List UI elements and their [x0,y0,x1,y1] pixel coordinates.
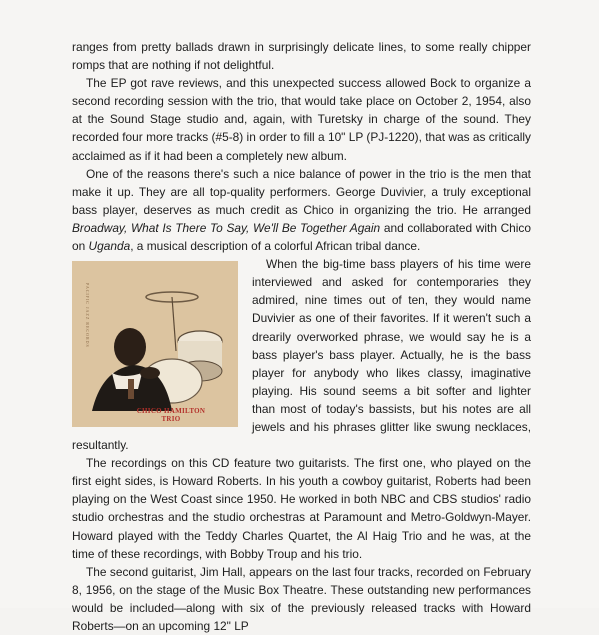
song-title: Uganda [88,239,131,254]
paragraph [72,165,531,255]
album-label-vertical: PACIFIC JAZZ RECORDS [85,283,91,348]
paragraph: The EP got rave reviews, and this unexpected success allowed Bock to organize a second recording session with the trio, that would take place on October 2, 1954, also at the Sound Stage studio and, again, with Turetsky in charge of the sound. They recorded four more tracks (#5-8) in order to fill a 10" LP (PJ-1220), that was as critically acclaimed as if it had been a completely new album. [72,76,531,163]
album-cover-image [72,261,238,427]
album-caption-line: TRIO [161,415,181,424]
album-caption [112,407,230,423]
album-caption-line: CHICO HAMILTON [136,407,206,416]
paragraph-text: and collaborated with Chico on [72,220,531,254]
album-cover-photo [72,261,238,427]
body-text [72,38,531,635]
paragraph: The recordings on this CD feature two guitarists. The first one, who played on the first eight sides, is Howard Roberts. In his youth a cowboy guitarist, Roberts had been playing on the West Coast since 1950. He worked in both NBC and CBS studios' radio studio orchestras and the studio orchestras at Paramount and Metro-Goldwyn-Mayer. Howard played with the Teddy Charles Quartet, the Al Haig Trio and he was, at the time of these recordings, with Bobby Troup and his trio. [72,456,531,561]
song-titles: Broadway, What Is There To Say, We'll Be Together Again [72,220,381,235]
paragraph: The second guitarist, Jim Hall, appears on the last four tracks, recorded on February 8, 1956, on the stage of the Music Box Theatre. These outstanding new performances would be included—along with six of the previously released tracks with Howard Roberts—on an upcoming 12" LP [72,564,531,633]
paragraph: When the big-time bass players of his time were interviewed and asked for contemporaries they admired, nine times out of ten, they would name Duvivier as one of their favorites. If it weren't such a drearily overworked phrase, we would say he is a bass player's bass player. Actually, he is the bass player for anybody who likes classy, imaginative playing. His sound seems a bit softer and lighter than most of today's bassists, but his notes are all jewels and his phrases glitter like swung necklaces, resultantly. [72,257,531,453]
paragraph-text: One of the reasons there's such a nice balance of power in the trio is the men that make it up. They are all top-quality performers. George Duvivier, a truly exceptional bass player, deserves as much credit as Chico in organizing the trio. He arranged [72,166,531,217]
paragraph: ranges from pretty ballads drawn in surprisingly delicate lines, to some really chipper romps that are nothing if not delightful. [72,40,531,73]
paragraph-text: , a musical description of a colorful African tribal dance. [130,239,421,254]
